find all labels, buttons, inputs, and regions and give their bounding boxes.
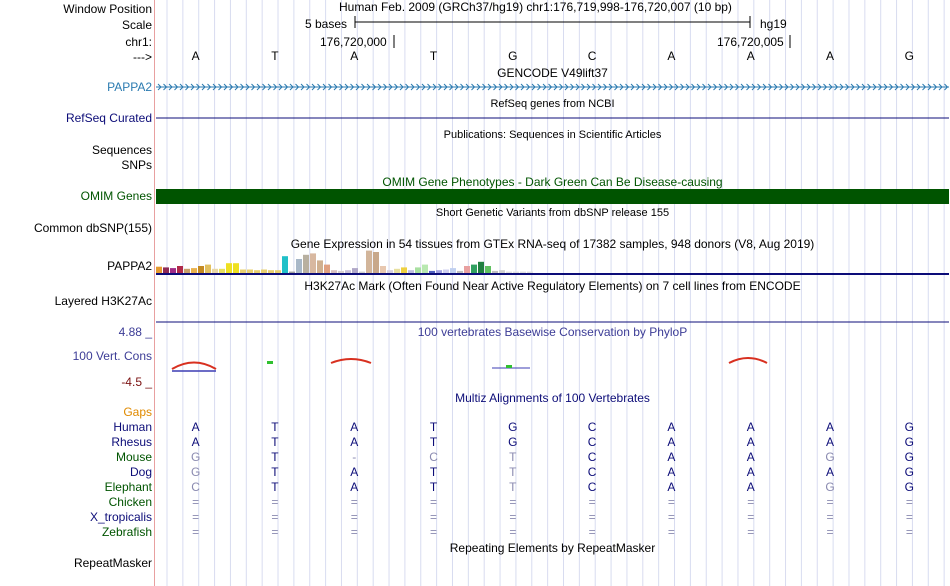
alignment-base: T: [509, 465, 517, 479]
gtex-bar: [478, 262, 484, 273]
base-letter: A: [191, 49, 200, 63]
alignment-base: C: [587, 420, 597, 434]
coord-right: 176,720,005: [717, 35, 784, 49]
gtex-bar: [254, 270, 260, 273]
sequences-label[interactable]: Sequences: [91, 143, 152, 157]
alignment-base: -: [352, 450, 357, 464]
gtex-bar: [198, 266, 204, 273]
base-letter: G: [904, 49, 915, 63]
gtex-bar: [436, 270, 442, 273]
gtex-bar: [324, 265, 330, 273]
alignment-base: A: [350, 435, 359, 449]
gtex-bar: [317, 260, 323, 273]
gtex-bar: [527, 272, 533, 273]
alignment-base: A: [746, 435, 755, 449]
alignment-base: A: [350, 420, 359, 434]
gtex-bar: [191, 268, 197, 273]
snps-label[interactable]: SNPs: [121, 158, 152, 172]
gtex-bar: [513, 272, 519, 273]
gtex-bar: [282, 256, 288, 273]
alignment-base: A: [826, 420, 835, 434]
base-letter: A: [826, 49, 835, 63]
phylop-max: 4.88 _: [118, 325, 152, 339]
alignment-base: =: [826, 495, 834, 509]
alignment-base: T: [429, 465, 438, 479]
gtex-bar: [212, 269, 218, 273]
alignment-base: =: [192, 525, 200, 539]
repeatmasker-title[interactable]: Repeating Elements by RepeatMasker: [449, 541, 656, 555]
alignment-base: =: [509, 525, 517, 539]
alignment-base: =: [588, 525, 596, 539]
gtex-bar: [247, 270, 253, 274]
alignment-base: T: [429, 480, 438, 494]
gtex-bar: [338, 271, 344, 273]
gtex-bar: [471, 265, 477, 273]
gtex-bar: [352, 268, 358, 273]
repeatmasker-label[interactable]: RepeatMasker: [73, 556, 152, 570]
base-letter: A: [746, 49, 755, 63]
gtex-bar: [464, 266, 470, 273]
alignment-base: =: [667, 525, 675, 539]
alignment-base: =: [271, 525, 279, 539]
alignment-base: G: [904, 420, 915, 434]
alignment-base: T: [271, 480, 279, 494]
refseq-title[interactable]: RefSeq genes from NCBI: [490, 98, 615, 110]
alignment-base: =: [271, 495, 279, 509]
alignment-base: =: [430, 510, 438, 524]
base-letter: C: [587, 49, 597, 63]
phylop-min: -4.5 _: [121, 375, 152, 389]
gtex-bar: [289, 272, 295, 273]
gtex-bar: [387, 270, 393, 273]
window-position-label: Window Position: [63, 2, 152, 16]
gtex-bar: [275, 270, 281, 273]
gtex-bar: [401, 267, 407, 273]
alignment-base: =: [350, 510, 358, 524]
gtex-bar: [359, 272, 365, 273]
alignment-base: T: [429, 420, 438, 434]
alignment-base: G: [190, 450, 201, 464]
alignment-base: A: [667, 450, 676, 464]
alignment-base: T: [509, 480, 517, 494]
phylop-peak: [331, 359, 371, 363]
alignment-base: =: [747, 525, 755, 539]
gtex-bar: [233, 263, 239, 273]
phylop-small-bar: [506, 365, 512, 368]
species-label[interactable]: Zebrafish: [101, 525, 152, 539]
gtex-bar: [184, 269, 190, 273]
alignment-base: A: [746, 465, 755, 479]
alignment-base: A: [746, 450, 755, 464]
alignment-base: =: [509, 495, 517, 509]
alignment-base: =: [192, 510, 200, 524]
gtex-bar: [177, 266, 183, 273]
alignment-base: =: [350, 495, 358, 509]
species-label[interactable]: Chicken: [108, 495, 152, 509]
gaps-label[interactable]: Gaps: [123, 405, 152, 419]
gtex-bar: [457, 271, 463, 273]
alignment-base: G: [825, 450, 835, 464]
gtex-bar: [310, 253, 316, 273]
dbsnp-title[interactable]: Short Genetic Variants from dbSNP release 155: [435, 207, 670, 219]
base-letter: A: [350, 49, 359, 63]
alignment-base: G: [904, 480, 915, 494]
gtex-bar: [163, 267, 169, 273]
alignment-base: G: [190, 465, 201, 479]
alignment-base: G: [508, 435, 518, 449]
omim-label[interactable]: OMIM Genes: [80, 189, 152, 203]
species-label[interactable]: Mouse: [115, 450, 152, 464]
gtex-bar: [415, 267, 421, 273]
alignment-base: C: [191, 480, 200, 494]
alignment-base: C: [587, 450, 597, 464]
alignment-base: =: [192, 495, 200, 509]
alignment-base: G: [508, 420, 518, 434]
alignment-base: A: [667, 420, 676, 434]
alignment-base: =: [905, 510, 913, 524]
gtex-bar: [226, 263, 232, 273]
alignment-base: C: [587, 435, 597, 449]
gtex-title[interactable]: Gene Expression in 54 tissues from GTEx RNA-seq of 17382 samples, 948 donors (V8, Aug 2019): [290, 237, 815, 251]
species-label[interactable]: Rhesus: [111, 435, 152, 449]
strand-arrow-label: --->: [133, 50, 152, 64]
alignment-base: =: [905, 525, 913, 539]
alignment-base: A: [746, 420, 755, 434]
base-letter: T: [271, 49, 279, 63]
alignment-base: T: [271, 420, 279, 434]
alignment-base: =: [271, 510, 279, 524]
gtex-bar: [520, 272, 526, 273]
gtex-bar: [422, 265, 428, 273]
gtex-bar: [506, 272, 512, 273]
publications-title[interactable]: Publications: Sequences in Scientific Articles: [443, 129, 662, 141]
alignment-base: =: [826, 510, 834, 524]
base-letter: T: [429, 49, 438, 63]
gtex-bar: [240, 270, 246, 274]
gtex-bar: [261, 270, 267, 274]
alignment-base: A: [350, 480, 359, 494]
alignment-base: G: [825, 480, 835, 494]
gtex-bar: [499, 270, 505, 273]
alignment-base: C: [587, 465, 597, 479]
gtex-bar: [443, 270, 449, 274]
base-letter: G: [508, 49, 518, 63]
species-label[interactable]: Human: [113, 420, 152, 434]
alignment-base: =: [509, 510, 517, 524]
phylop-label[interactable]: 100 Vert. Cons: [72, 349, 152, 363]
gtex-bar: [429, 271, 435, 273]
gtex-bar: [373, 252, 379, 273]
alignment-base: A: [191, 420, 200, 434]
h3k27ac-label[interactable]: Layered H3K27Ac: [54, 294, 152, 308]
gtex-bar: [170, 268, 176, 273]
gtex-bar: [156, 267, 162, 273]
gtex-bar: [219, 269, 225, 273]
alignment-base: T: [271, 450, 279, 464]
gtex-bar: [268, 270, 274, 273]
gtex-bar: [394, 269, 400, 273]
alignment-base: C: [429, 450, 438, 464]
gencode-title[interactable]: GENCODE V49lift37: [497, 66, 608, 80]
alignment-base: A: [350, 465, 359, 479]
alignment-base: G: [904, 435, 915, 449]
phylop-title[interactable]: 100 vertebrates Basewise Conservation by PhyloP: [417, 325, 688, 339]
gtex-bar: [485, 266, 491, 273]
alignment-base: =: [747, 495, 755, 509]
alignment-base: =: [905, 495, 913, 509]
alignment-base: =: [667, 495, 675, 509]
gtex-label[interactable]: PAPPA2: [107, 259, 152, 273]
alignment-base: =: [350, 525, 358, 539]
h3k27ac-title[interactable]: H3K27Ac Mark (Often Found Near Active Regulatory Elements) on 7 cell lines from ENCODE: [304, 279, 801, 293]
gtex-bar: [345, 270, 351, 273]
gtex-bar: [296, 259, 302, 273]
alignment-base: G: [904, 465, 915, 479]
alignment-base: G: [904, 450, 915, 464]
base-letter: A: [667, 49, 676, 63]
alignment-base: A: [826, 465, 835, 479]
alignment-base: =: [588, 495, 596, 509]
coord-left: 176,720,000: [320, 35, 387, 49]
alignment-base: =: [430, 525, 438, 539]
gtex-bar: [303, 255, 309, 273]
dbsnp-label[interactable]: Common dbSNP(155): [33, 221, 152, 235]
scale-text: 5 bases: [305, 17, 348, 31]
alignment-base: T: [271, 435, 279, 449]
alignment-base: =: [588, 510, 596, 524]
alignment-base: =: [826, 525, 834, 539]
position-text: Human Feb. 2009 (GRCh37/hg19) chr1:176,719,998-176,720,007 (10 bp): [339, 0, 732, 14]
omim-title[interactable]: OMIM Gene Phenotypes - Dark Green Can Be Disease-causing: [382, 175, 723, 189]
gtex-bar: [331, 270, 337, 273]
phylop-peak: [172, 363, 216, 370]
alignment-base: A: [667, 465, 676, 479]
alignment-base: =: [667, 510, 675, 524]
gtex-bar: [450, 268, 456, 273]
scale-label: Scale: [121, 18, 152, 32]
alignment-base: T: [429, 435, 438, 449]
assembly-label: hg19: [760, 17, 787, 31]
gtex-bar: [366, 251, 372, 273]
multiz-title[interactable]: Multiz Alignments of 100 Vertebrates: [455, 391, 650, 405]
alignment-base: T: [271, 465, 279, 479]
gtex-bar: [408, 270, 414, 273]
alignment-base: T: [509, 450, 517, 464]
gtex-bar: [380, 266, 386, 273]
alignment-base: C: [587, 480, 597, 494]
alignment-base: A: [191, 435, 200, 449]
gencode-label[interactable]: PAPPA2: [107, 80, 152, 94]
species-label[interactable]: Elephant: [104, 480, 152, 494]
alignment-base: A: [667, 435, 676, 449]
gtex-bar: [205, 265, 211, 273]
alignment-base: A: [667, 480, 676, 494]
alignment-base: A: [746, 480, 755, 494]
species-label[interactable]: X_tropicalis: [89, 510, 152, 524]
phylop-peak: [729, 358, 767, 363]
omim-bar: [156, 189, 949, 204]
refseq-label[interactable]: RefSeq Curated: [65, 111, 152, 125]
alignment-base: A: [826, 435, 835, 449]
alignment-base: =: [430, 495, 438, 509]
alignment-base: =: [747, 510, 755, 524]
gtex-bar: [492, 271, 498, 273]
species-label[interactable]: Dog: [129, 465, 152, 479]
phylop-small-bar: [267, 361, 273, 364]
chrom-label: chr1:: [125, 35, 152, 49]
